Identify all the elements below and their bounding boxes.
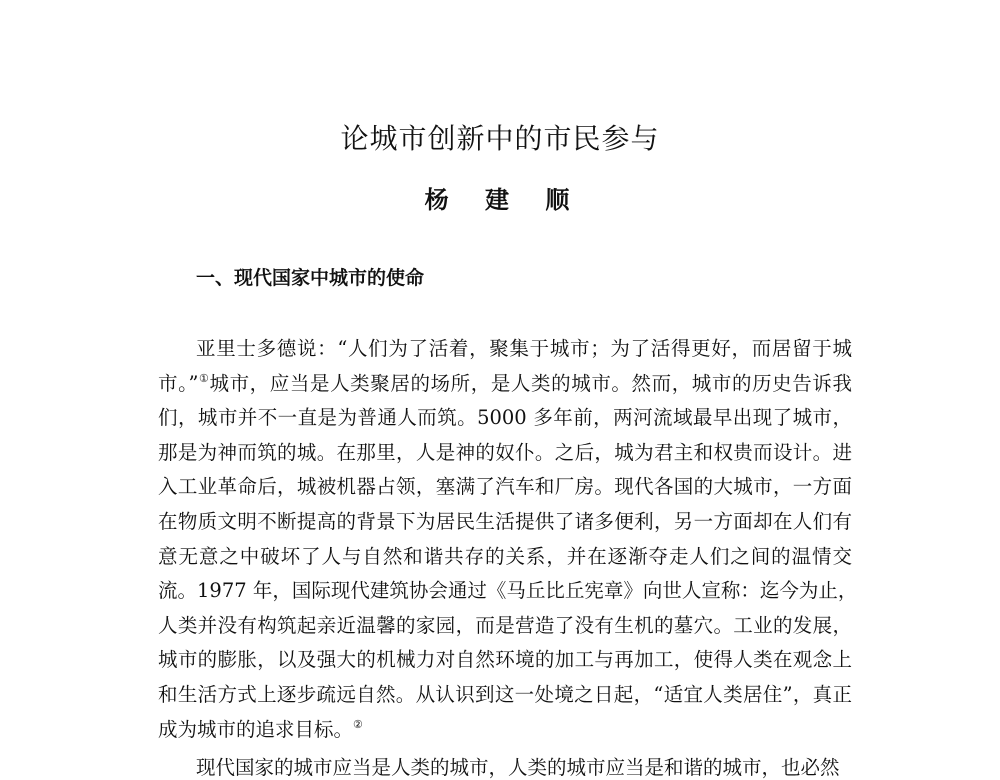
line-text: 市。”: [158, 371, 199, 395]
paragraph-line: 意无意之中破坏了人与自然和谐共存的关系，并在逐渐夺走人们之间的温情交: [158, 544, 852, 568]
footnote-marker-1[interactable]: ①: [198, 371, 210, 385]
paragraph-line: 入工业革命后，城被机器占领，塞满了汽车和厂房。现代各国的大城市，一方面: [158, 475, 852, 499]
line-text: 城市，应当是人类聚居的场所，是人类的城市。然而，城市的历史告诉我: [209, 371, 852, 395]
section-heading: 一、现代国家中城市的使命: [196, 267, 425, 289]
paragraph-line: 们，城市并不一直是为普通人而筑。5000 多年前，两河流域最早出现了城市，: [158, 406, 852, 430]
paragraph-line: 和生活方式上逐步疏远自然。从认识到这一处境之日起，“适宜人类居住”，真正: [158, 682, 852, 706]
paragraph-line: 在物质文明不断提高的背景下为居民生活提供了诸多便利，另一方面却在人们有: [158, 509, 852, 533]
paragraph-line: 城市的膨胀，以及强大的机械力对自然环境的加工与再加工，使得人类在观念上: [158, 648, 852, 672]
paper-title: 论城市创新中的市民参与: [340, 122, 660, 155]
paragraph-line: 那是为神而筑的城。在那里，人是神的奴仆。之后，城为君主和权贵而设计。进: [158, 440, 852, 464]
paragraph-line: 亚里士多德说：“人们为了活着，聚集于城市；为了活得更好，而居留于城: [196, 337, 852, 360]
author-name: 杨 建 顺: [424, 186, 584, 214]
paragraph-line: 人类并没有构筑起亲近温馨的家园，而是营造了没有生机的墓穴。工业的发展，: [158, 613, 852, 637]
paragraph-line: [158, 371, 852, 406]
next-paragraph-line-cut-off: 现代国家的城市应当是人类的城市，人类的城市应当是和谐的城市，也必然: [196, 756, 840, 779]
paragraph-line: [158, 717, 852, 752]
body-paragraph: [158, 336, 858, 751]
footnote-marker-2[interactable]: ②: [353, 717, 363, 731]
paragraph-line: 流。1977 年，国际现代建筑协会通过《马丘比丘宪章》向世人宣称：迄今为止，: [158, 579, 858, 603]
line-text: 成为城市的追求目标。: [158, 717, 354, 741]
